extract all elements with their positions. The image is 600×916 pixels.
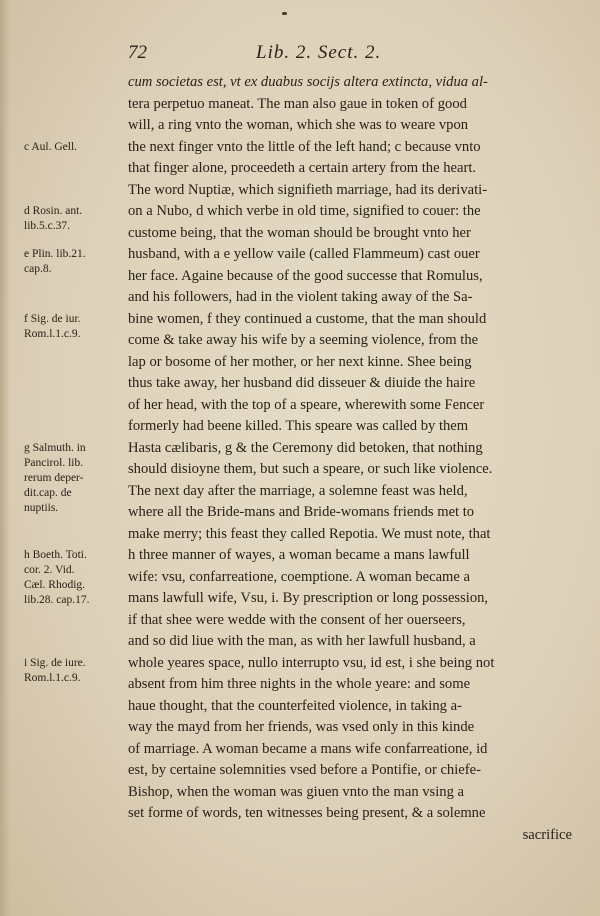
page-header <box>128 42 568 70</box>
text-line: lap or bosome of her mother, or her next kinne. Shee being <box>128 353 472 370</box>
text-line: custome being, that the woman should be brought vnto her <box>128 224 471 241</box>
text-line: Hasta cælibaris, g & the Ceremony did betoken, that nothing <box>128 439 483 456</box>
text-line: wife: vsu, confarreatione, coemptione. A woman became a <box>128 568 471 585</box>
margin-note: f Sig. de iur. Rom.l.1.c.9. <box>24 312 81 340</box>
text-line: of marriage. A woman became a mans wife confarreatione, id <box>128 740 488 757</box>
text-line: mans lawfull wife, Vsu, i. By prescription or long possession, <box>128 590 489 606</box>
margin-note: e Plin. lib.21. cap.8. <box>24 248 86 275</box>
text-line: bine women, f they continued a custome, that the man should <box>128 310 487 327</box>
margin-note: h Boeth. Toti. cor. 2. Vid. Cæl. Rhodig. lib.28. cap.17. <box>24 549 90 606</box>
text-line: should disioyne them, but such a speare, or such like violence. <box>128 461 493 477</box>
page-shadow-edge <box>0 0 10 916</box>
text-line: The word Nuptiæ, which signifieth marriage, had its derivati- <box>128 181 488 198</box>
text-line: will, a ring vnto the woman, which she was to weare vpon <box>128 117 469 133</box>
margin-note: d Rosin. ant. lib.5.c.37. <box>24 205 83 232</box>
text-line: come & take away his wife by a seeming violence, from the <box>128 332 479 348</box>
text-line: h three manner of wayes, a woman became a mans lawfull <box>128 547 470 563</box>
text-line: and so did liue with the man, as with her lawfull husband, a <box>128 633 476 649</box>
text-line: the next finger vnto the little of the left hand; c because vnto <box>128 138 481 155</box>
text-line: formerly had beene killed. This speare was called by them <box>128 418 469 434</box>
text-line: Bishop, when the woman was giuen vnto the man vsing a <box>128 783 465 800</box>
text-line: if that shee were wedde with the consent of her ouerseers, <box>128 611 466 628</box>
text-line: way the mayd from her friends, was vsed only in this kinde <box>128 719 475 735</box>
text-line: husband, with a e yellow vaile (called Flammeum) cast ouer <box>128 246 480 262</box>
text-line: her face. Againe because of the good successe that Romulus, <box>128 267 483 284</box>
text-line: where all the Bride-mans and Bride-womans friends met to <box>128 504 475 520</box>
margin-note: c Aul. Gell. <box>24 140 78 153</box>
text-line: tera perpetuo maneat. The man also gaue in token of good <box>128 95 467 112</box>
text-line: set forme of words, ten witnesses being present, & a solemne <box>128 805 486 821</box>
text-line: that finger alone, proceedeth a certain artery from the heart. <box>128 160 477 176</box>
text-line: absent from him three nights in the whole yeare: and some <box>128 676 471 692</box>
text-line: and his followers, had in the violent taking away of the Sa- <box>128 289 473 305</box>
text-line: of her head, with the top of a speare, wherewith some Fencer <box>128 396 485 413</box>
margin-note: i Sig. de iure. Rom.l.1.c.9. <box>24 656 86 684</box>
page-number: 72 <box>128 42 147 63</box>
text-line: whole yeares space, nullo interrupto vsu, id est, i she being not <box>128 654 495 671</box>
text-line: The next day after the marriage, a solemne feast was held, <box>128 482 468 499</box>
text-line: make merry; this feast they called Repotia. We must note, that <box>128 525 491 542</box>
text-line: cum societas est, vt ex duabus socijs altera extincta, vidua al- <box>128 74 488 90</box>
running-title: Lib. 2. Sect. 2. <box>256 42 382 63</box>
margin-note: g Salmuth. in Pancirol. lib. rerum deper- dit.cap. de nuptiis. <box>24 441 86 514</box>
text-line: thus take away, her husband did disseuer & diuide the haire <box>128 375 476 391</box>
text-line: haue thought, that the counterfeited violence, in taking a- <box>128 697 462 714</box>
catchword: sacrifice <box>522 826 572 843</box>
ink-speck <box>282 12 287 15</box>
main-text <box>128 72 580 846</box>
text-line: est, by certaine solemnities vsed before a Pontifie, or chiefe- <box>128 762 481 778</box>
text-line: on a Nubo, d which verbe in old time, signified to couer: the <box>128 203 481 219</box>
